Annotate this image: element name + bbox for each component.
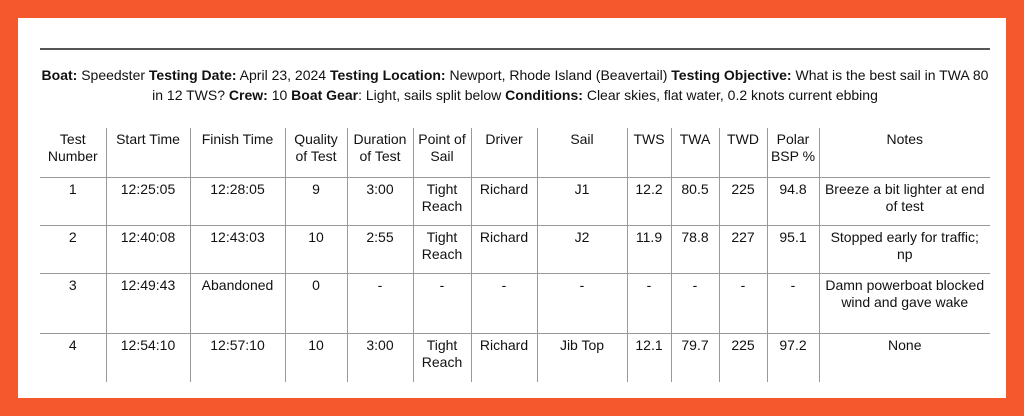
table-row [40, 226, 990, 274]
table-cell: 78.8 [671, 226, 719, 274]
column-header: TWS [627, 128, 671, 178]
column-header: TWD [719, 128, 767, 178]
testing-objective-value: What is the best sail in TWA 80 in 12 TWS? [152, 67, 989, 103]
table-cell: - [671, 274, 719, 334]
table-cell: - [347, 274, 413, 334]
table-cell: 94.8 [767, 178, 819, 226]
table-cell: J2 [537, 226, 627, 274]
column-header: TWA [671, 128, 719, 178]
table-cell: 97.2 [767, 334, 819, 382]
table-cell: 225 [719, 334, 767, 382]
table-cell: Tight Reach [413, 178, 471, 226]
table-cell: 12:43:03 [190, 226, 285, 274]
testing-date-value: April 23, 2024 [236, 67, 330, 83]
boat-gear-value: : Light, sails split below [358, 87, 506, 103]
table-cell: 12:28:05 [190, 178, 285, 226]
table-cell: Damn powerboat blocked wind and gave wake [819, 274, 990, 334]
table-cell: 225 [719, 178, 767, 226]
table-cell: Breeze a bit lighter at end of test [819, 178, 990, 226]
boat-label: Boat: [41, 67, 78, 83]
table-cell: 12:57:10 [190, 334, 285, 382]
table-cell: None [819, 334, 990, 382]
table-cell: 2 [40, 226, 106, 274]
table-cell: 10 [285, 226, 347, 274]
table-header-row [40, 128, 990, 178]
table-cell: 12:25:05 [106, 178, 190, 226]
test-log-card [18, 18, 1006, 398]
table-cell: 11.9 [627, 226, 671, 274]
table-cell: J1 [537, 178, 627, 226]
column-header: Point of Sail [413, 128, 471, 178]
table-row [40, 178, 990, 226]
table-cell: 2:55 [347, 226, 413, 274]
table-cell: 79.7 [671, 334, 719, 382]
table-cell: 10 [285, 334, 347, 382]
table-cell: 12.1 [627, 334, 671, 382]
table-cell: 12:54:10 [106, 334, 190, 382]
table-cell: - [767, 274, 819, 334]
conditions-label: Conditions: [505, 87, 583, 103]
testing-objective-label: Testing Objective: [671, 67, 792, 83]
table-cell: 4 [40, 334, 106, 382]
column-header: Quality of Test [285, 128, 347, 178]
testing-location-label: Testing Location: [329, 67, 446, 83]
column-header: Polar BSP % [767, 128, 819, 178]
table-cell: 3:00 [347, 178, 413, 226]
table-cell: Jib Top [537, 334, 627, 382]
table-cell: 80.5 [671, 178, 719, 226]
table-cell: 0 [285, 274, 347, 334]
table-cell: 227 [719, 226, 767, 274]
column-header: Duration of Test [347, 128, 413, 178]
table-cell: - [413, 274, 471, 334]
table-cell: 3 [40, 274, 106, 334]
table-cell: - [471, 274, 537, 334]
boat-gear-label: Boat Gear [291, 87, 359, 103]
table-cell: 9 [285, 178, 347, 226]
boat-value: Speedster [77, 67, 149, 83]
conditions-value: Clear skies, flat water, 0.2 knots current ebbing [582, 87, 878, 103]
table-cell: - [537, 274, 627, 334]
table-cell: Richard [471, 178, 537, 226]
crew-label: Crew: [228, 87, 268, 103]
column-header: Test Number [47, 131, 98, 164]
table-cell: 12.2 [627, 178, 671, 226]
column-header: Finish Time [190, 128, 285, 178]
table-cell: Stopped early for traffic; np [819, 226, 990, 274]
table-cell: 12:49:43 [106, 274, 190, 334]
table-cell: - [719, 274, 767, 334]
table-cell: 3:00 [347, 334, 413, 382]
column-header: Sail [537, 128, 627, 178]
testing-date-label: Testing Date: [148, 67, 237, 83]
table-row [40, 334, 990, 382]
table-cell: Richard [471, 226, 537, 274]
column-header: Driver [471, 128, 537, 178]
table-cell: - [627, 274, 671, 334]
table-cell: Richard [471, 334, 537, 382]
column-header: Start Time [106, 128, 190, 178]
top-divider [40, 48, 990, 50]
table-cell: Tight Reach [413, 334, 471, 382]
table-cell: 95.1 [767, 226, 819, 274]
column-header: Notes [819, 128, 990, 178]
test-summary-header [40, 65, 990, 105]
table-cell: Tight Reach [413, 226, 471, 274]
test-results-table [40, 128, 990, 382]
table-cell: 1 [40, 178, 106, 226]
table-cell: 12:40:08 [106, 226, 190, 274]
crew-value: 10 [267, 87, 292, 103]
table-row [40, 274, 990, 334]
table-cell: Abandoned [190, 274, 285, 334]
testing-location-value: Newport, Rhode Island (Beavertail) [445, 67, 672, 83]
